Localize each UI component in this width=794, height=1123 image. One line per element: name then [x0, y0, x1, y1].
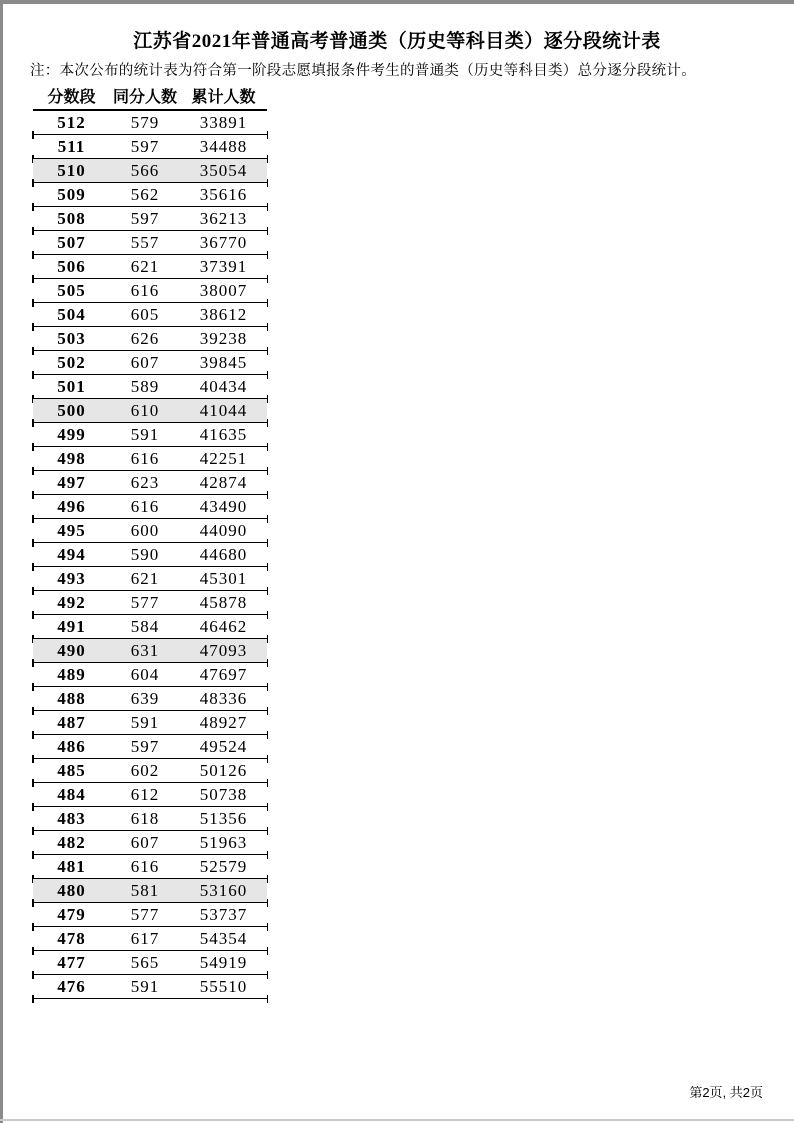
count-cell: 621 — [130, 569, 160, 588]
count-cell: 577 — [130, 905, 160, 924]
score-cell: 509 — [57, 185, 86, 204]
count-cell: 639 — [130, 689, 160, 708]
table-row — [33, 711, 267, 735]
score-cell: 487 — [57, 713, 86, 732]
header-same-score-count: 同分人数 — [112, 89, 177, 106]
header-cumulative-count: 累计人数 — [191, 89, 256, 106]
cumulative-cell: 35616 — [199, 185, 248, 204]
cumulative-cell: 48927 — [199, 713, 248, 732]
score-cell: 481 — [57, 857, 86, 876]
count-cell: 618 — [130, 809, 160, 828]
page-number: 第2页, 共2页 — [689, 1085, 763, 1100]
cumulative-cell: 40434 — [199, 377, 248, 396]
count-cell: 602 — [130, 761, 160, 780]
page-edge-bottom — [0, 1119, 794, 1121]
count-cell: 616 — [130, 857, 160, 876]
score-cell: 503 — [57, 329, 86, 348]
score-cell: 483 — [57, 809, 86, 828]
count-cell: 591 — [130, 713, 160, 732]
score-cell: 492 — [57, 593, 86, 612]
count-cell: 612 — [130, 785, 160, 804]
cumulative-cell: 45878 — [199, 593, 248, 612]
table-row — [33, 567, 267, 591]
cumulative-cell: 54919 — [199, 953, 248, 972]
count-cell: 590 — [130, 545, 160, 564]
count-cell: 597 — [130, 737, 160, 756]
cumulative-cell: 47697 — [199, 665, 248, 684]
score-cell: 501 — [57, 377, 86, 396]
count-cell: 557 — [130, 233, 160, 252]
cumulative-cell: 39238 — [199, 329, 248, 348]
score-cell: 497 — [57, 473, 86, 492]
count-cell: 597 — [130, 137, 160, 156]
cumulative-cell: 44090 — [199, 521, 248, 540]
cumulative-cell: 38007 — [199, 281, 248, 300]
header-score-segment: 分数段 — [47, 89, 96, 106]
cumulative-cell: 36213 — [199, 209, 248, 228]
cumulative-cell: 39845 — [199, 353, 248, 372]
window-frame-top — [0, 0, 794, 4]
count-cell: 616 — [130, 449, 160, 468]
cumulative-cell: 52579 — [199, 857, 248, 876]
count-cell: 584 — [130, 617, 160, 636]
count-cell: 626 — [130, 329, 160, 348]
table-row — [33, 879, 267, 903]
score-cell: 478 — [57, 929, 86, 948]
count-cell: 566 — [130, 161, 160, 180]
cumulative-cell: 47093 — [199, 641, 248, 660]
count-cell: 562 — [130, 185, 160, 204]
count-cell: 617 — [130, 929, 160, 948]
count-cell: 565 — [130, 953, 160, 972]
table-row — [33, 855, 267, 879]
count-cell: 589 — [130, 377, 160, 396]
count-cell: 591 — [130, 977, 160, 996]
count-cell: 604 — [130, 665, 160, 684]
count-cell: 631 — [130, 641, 160, 660]
score-cell: 489 — [57, 665, 86, 684]
table-row — [33, 735, 267, 759]
cumulative-cell: 53160 — [199, 881, 248, 900]
table-row — [33, 543, 267, 567]
cumulative-cell: 46462 — [199, 617, 248, 636]
note-text: 注：本次公布的统计表为符合第一阶段志愿填报条件考生的普通类（历史等科目类）总分逐分段统计。 — [30, 63, 696, 79]
count-cell: 616 — [130, 497, 160, 516]
cumulative-cell: 50738 — [199, 785, 248, 804]
table-row — [33, 927, 267, 951]
score-cell: 502 — [57, 353, 86, 372]
table-row — [33, 615, 267, 639]
table-row — [33, 399, 267, 423]
cumulative-cell: 51356 — [199, 809, 248, 828]
score-cell: 477 — [57, 953, 86, 972]
count-cell: 623 — [130, 473, 160, 492]
table-row — [33, 759, 267, 783]
score-cell: 498 — [57, 449, 86, 468]
score-cell: 512 — [57, 113, 86, 132]
count-cell: 579 — [130, 113, 160, 132]
table-header-row — [33, 87, 267, 111]
cumulative-cell: 53737 — [199, 905, 248, 924]
count-cell: 616 — [130, 281, 160, 300]
cumulative-cell: 41044 — [199, 401, 248, 420]
count-cell: 597 — [130, 209, 160, 228]
page-title: 江苏省2021年普通高考普通类（历史等科目类）逐分段统计表 — [133, 31, 661, 52]
count-cell: 605 — [130, 305, 160, 324]
score-cell: 504 — [57, 305, 86, 324]
cumulative-cell: 42251 — [199, 449, 248, 468]
cumulative-cell: 41635 — [199, 425, 248, 444]
cumulative-cell: 49524 — [199, 737, 248, 756]
score-cell: 491 — [57, 617, 86, 636]
count-cell: 600 — [130, 521, 160, 540]
score-cell: 484 — [57, 785, 86, 804]
table-row — [33, 903, 267, 927]
table-row — [33, 255, 267, 279]
table-row — [33, 375, 267, 399]
cumulative-cell: 51963 — [199, 833, 248, 852]
table-row — [33, 303, 267, 327]
score-cell: 511 — [57, 137, 86, 156]
score-distribution-table — [33, 87, 267, 999]
table-row — [33, 471, 267, 495]
count-cell: 581 — [130, 881, 160, 900]
table-row — [33, 159, 267, 183]
cumulative-cell: 43490 — [199, 497, 248, 516]
table-row — [33, 951, 267, 975]
count-cell: 591 — [130, 425, 160, 444]
count-cell: 607 — [130, 833, 160, 852]
score-cell: 480 — [57, 881, 86, 900]
count-cell: 607 — [130, 353, 160, 372]
score-cell: 488 — [57, 689, 86, 708]
table-row — [33, 807, 267, 831]
table-row — [33, 663, 267, 687]
score-cell: 479 — [57, 905, 86, 924]
table-row — [33, 519, 267, 543]
count-cell: 621 — [130, 257, 160, 276]
cumulative-cell: 48336 — [199, 689, 248, 708]
table-row — [33, 495, 267, 519]
table-row — [33, 183, 267, 207]
score-cell: 496 — [57, 497, 86, 516]
score-cell: 486 — [57, 737, 86, 756]
cumulative-cell: 35054 — [199, 161, 248, 180]
table-row — [33, 447, 267, 471]
score-cell: 510 — [57, 161, 86, 180]
score-cell: 495 — [57, 521, 86, 540]
score-cell: 499 — [57, 425, 86, 444]
table-row — [33, 687, 267, 711]
score-cell: 508 — [57, 209, 86, 228]
table-row — [33, 975, 267, 999]
table-row — [33, 423, 267, 447]
table-row — [33, 591, 267, 615]
cumulative-cell: 55510 — [199, 977, 248, 996]
score-cell: 505 — [57, 281, 86, 300]
cumulative-cell: 44680 — [199, 545, 248, 564]
table-row — [33, 207, 267, 231]
cumulative-cell: 45301 — [199, 569, 248, 588]
score-cell: 507 — [57, 233, 86, 252]
cumulative-cell: 36770 — [199, 233, 248, 252]
table-row — [33, 351, 267, 375]
score-cell: 493 — [57, 569, 86, 588]
table-row — [33, 831, 267, 855]
table-row — [33, 135, 267, 159]
cumulative-cell: 33891 — [199, 113, 248, 132]
count-cell: 577 — [130, 593, 160, 612]
cumulative-cell: 34488 — [199, 137, 248, 156]
score-cell: 506 — [57, 257, 86, 276]
score-cell: 476 — [57, 977, 86, 996]
table-row — [33, 231, 267, 255]
cumulative-cell: 37391 — [199, 257, 248, 276]
table-row — [33, 639, 267, 663]
table-row — [33, 327, 267, 351]
score-table-body — [33, 111, 267, 999]
cumulative-cell: 50126 — [199, 761, 248, 780]
count-cell: 610 — [130, 401, 160, 420]
score-cell: 500 — [57, 401, 86, 420]
cumulative-cell: 38612 — [199, 305, 248, 324]
table-row — [33, 279, 267, 303]
table-row — [33, 783, 267, 807]
cumulative-cell: 54354 — [199, 929, 248, 948]
cumulative-cell: 42874 — [199, 473, 248, 492]
score-cell: 485 — [57, 761, 86, 780]
table-row — [33, 111, 267, 135]
score-cell: 490 — [57, 641, 86, 660]
score-cell: 494 — [57, 545, 86, 564]
score-cell: 482 — [57, 833, 86, 852]
window-frame-left — [0, 0, 3, 1123]
